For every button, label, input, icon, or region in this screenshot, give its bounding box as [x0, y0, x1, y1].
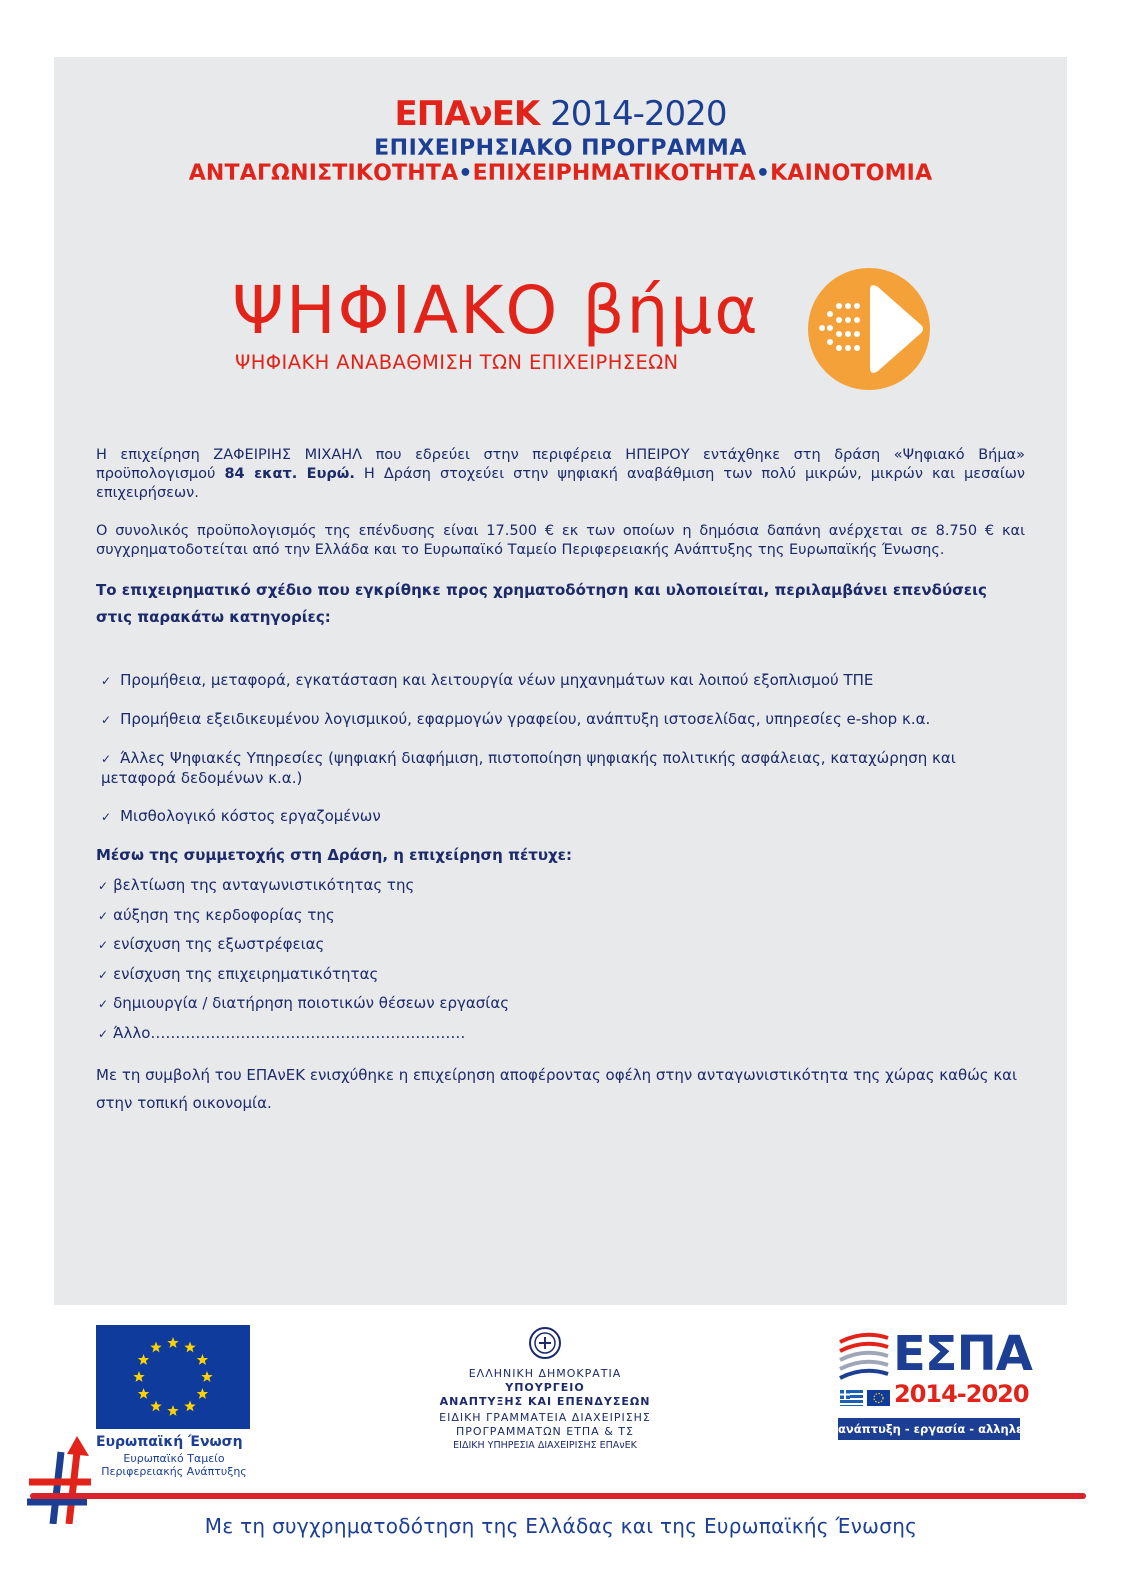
eu-title: Ευρωπαϊκή Ένωση	[96, 1434, 243, 1450]
budget-paragraph: Ο συνολικός προϋπολογισμός της επένδυσης είναι 17.500 € εκ των οποίων η δημόσια δαπάνη ανέρχεται σε 8.750 € και συγχρηματοδοτείται από την Ελλάδα και το Ευρωπαϊκό Ταμείο Περιφερειακής Ανάπτυξης της Ευρωπαϊκής Ένωσης.	[96, 523, 1025, 558]
benefits-list	[96, 871, 1025, 1048]
pillar-separator: •	[755, 161, 771, 186]
pillar-competitiveness: ΑΝΤΑΓΩΝΙΣΤΙΚΟΤΗΤΑ	[188, 161, 459, 186]
content-panel	[54, 57, 1067, 1305]
program-pillars	[54, 161, 1067, 186]
benefits-heading: Μέσω της συμμετοχής στη Δράση, η επιχείρηση πέτυχε:	[96, 846, 573, 864]
pillar-separator: •	[458, 161, 473, 186]
check-icon: ✓	[98, 1026, 109, 1041]
list-item: ✓ Άλλο………………………………………………………	[98, 1023, 466, 1042]
program-name: ΕΠΑνΕΚ	[394, 94, 540, 134]
list-item: ✓ Προμήθεια, μεταφορά, εγκατάσταση και λειτουργία νέων μηχανημάτων και λοιπού εξοπλισμού ΤΠΕ	[101, 671, 874, 689]
footer-cofunding-note: Με τη συγχρηματοδότηση της Ελλάδας και της Ευρωπαϊκής Ένωσης	[204, 1514, 918, 1538]
ministry-name: ΑΝΑΠΤΥΞΗΣ ΚΑΙ ΕΠΕΝΔΥΣΕΩΝ	[439, 1395, 651, 1408]
secretariat-line-1: ΕΙΔΙΚΗ ΓΡΑΜΜΑΤΕΙΑ ΔΙΑΧΕΙΡΙΣΗΣ	[439, 1411, 651, 1424]
eu-fund-name: Ευρωπαϊκό Ταμείο Περιφερειακής Ανάπτυξης	[101, 1452, 247, 1478]
program-subtitle: ΕΠΙΧΕΙΡΗΣΙΑΚΟ ΠΡΟΓΡΑΜΜΑ	[374, 136, 747, 161]
check-icon: ✓	[98, 879, 109, 893]
check-icon: ✓	[101, 752, 112, 766]
check-icon: ✓	[101, 713, 112, 727]
investment-categories	[96, 671, 1025, 827]
list-item: ✓ ενίσχυση της εξωστρέφειας	[98, 935, 325, 953]
eu-flag-icon	[96, 1325, 250, 1429]
pillar-innovation: ΚΑΙΝΟΤΟΜΙΑ	[770, 161, 933, 186]
list-item: ✓ ενίσχυση της επιχειρηματικότητας	[98, 964, 379, 983]
play-circle-logo-icon	[808, 268, 930, 390]
program-title	[54, 94, 1067, 134]
espa-waves-icon	[838, 1332, 892, 1380]
brand-tagline: ΨΗΦΙΑΚΗ ΑΝΑΒΑΘΜΙΣΗ ΤΩΝ ΕΠΙΧΕΙΡΗΣΕΩΝ	[235, 351, 679, 374]
check-icon: ✓	[98, 997, 109, 1011]
list-item: ✓ αύξηση της κερδοφορίας της	[98, 905, 335, 924]
footer-divider	[30, 1493, 1086, 1499]
check-icon: ✓	[98, 938, 109, 952]
espa-tagline: ανάπτυξη - εργασία - αλληλεγγύη	[838, 1418, 1020, 1440]
pillar-entrepreneurship: ΕΠΙΧΕΙΡΗΜΑΤΙΚΟΤΗΤΑ	[472, 161, 756, 186]
greek-emblem-icon	[528, 1325, 562, 1361]
check-icon: ✓	[98, 967, 109, 982]
check-icon: ✓	[101, 674, 112, 688]
action-budget: 84 εκατ. Ευρώ.	[224, 466, 355, 482]
hashtag-arrow-logo-icon	[25, 1432, 95, 1524]
managing-authority: ΕΙΔΙΚΗ ΥΠΗΡΕΣΙΑ ΔΙΑΧΕΙΡΙΣΗΣ ΕΠΑνΕΚ	[453, 1440, 637, 1451]
program-years: 2014-2020	[550, 94, 727, 134]
list-item: ✓ Άλλες Ψηφιακές Υπηρεσίες (ψηφιακή διαφήμιση, πιστοποίηση ψηφιακής πολιτικής ασφάλειας, καταχώρηση και μεταφορά δεδομένων κ.α.)	[101, 749, 956, 787]
closing-paragraph: Με τη συμβολή του ΕΠΑνΕΚ ενισχύθηκε η επιχείρηση αποφέροντας οφέλη στην ανταγωνιστικότητα της χώρας καθώς και στην τοπική οικονομία.	[96, 1066, 1018, 1112]
greek-republic: ΕΛΛΗΝΙΚΗ ΔΗΜΟΚΡΑΤΙΑ	[468, 1367, 622, 1380]
ministry-label: ΥΠΟΥΡΓΕΙΟ	[505, 1381, 585, 1394]
secretariat-line-2: ΠΡΟΓΡΑΜΜΑΤΩΝ ΕΤΠΑ & ΤΣ	[456, 1425, 634, 1438]
check-icon: ✓	[98, 908, 109, 923]
list-item: ✓ βελτίωση της ανταγωνιστικότητας της	[98, 876, 415, 894]
eu-logo	[96, 1325, 252, 1478]
list-item: ✓ δημιουργία / διατήρηση ποιοτικών θέσεων εργασίας	[98, 994, 510, 1012]
brand-name: ΨΗΦΙΑΚΟ βήμα	[232, 272, 760, 349]
espa-title: ΕΣΠΑ	[893, 1326, 1032, 1382]
check-icon: ✓	[101, 810, 112, 824]
intro-paragraph: Η επιχείρηση ΖΑΦΕΙΡΙΗΣ ΜΙΧΑΗΛ που εδρεύει στην περιφέρεια ΗΠΕΙΡΟΥ εντάχθηκε στη δράση «Ψηφιακό Βήμα» προϋπολογισμού 84 εκατ. Ευρώ. Η Δράση στοχεύει στην ψηφιακή αναβάθμιση των πολύ μικρών, μικρών και μεσαίων επιχειρήσεων.	[96, 447, 1025, 501]
greek-ministry-logo	[400, 1325, 690, 1453]
plan-heading: Το επιχειρηματικό σχέδιο που εγκρίθηκε προς χρηματοδότηση και υλοποιείται, περιλαμβάνει επενδύσεις στις παρακάτω κατηγορίες:	[96, 581, 987, 626]
body-text	[96, 446, 1025, 1117]
espa-years: 2014-2020	[894, 1380, 1029, 1408]
greek-eu-flags-icon	[840, 1390, 890, 1406]
action-brand	[232, 272, 760, 374]
list-item: ✓ Μισθολογικό κόστος εργαζομένων	[101, 807, 381, 825]
list-item: ✓ Προμήθεια εξειδικευμένου λογισμικού, εφαρμογών γραφείου, ανάπτυξη ιστοσελίδας, υπηρεσίες e-shop κ.α.	[101, 710, 931, 728]
